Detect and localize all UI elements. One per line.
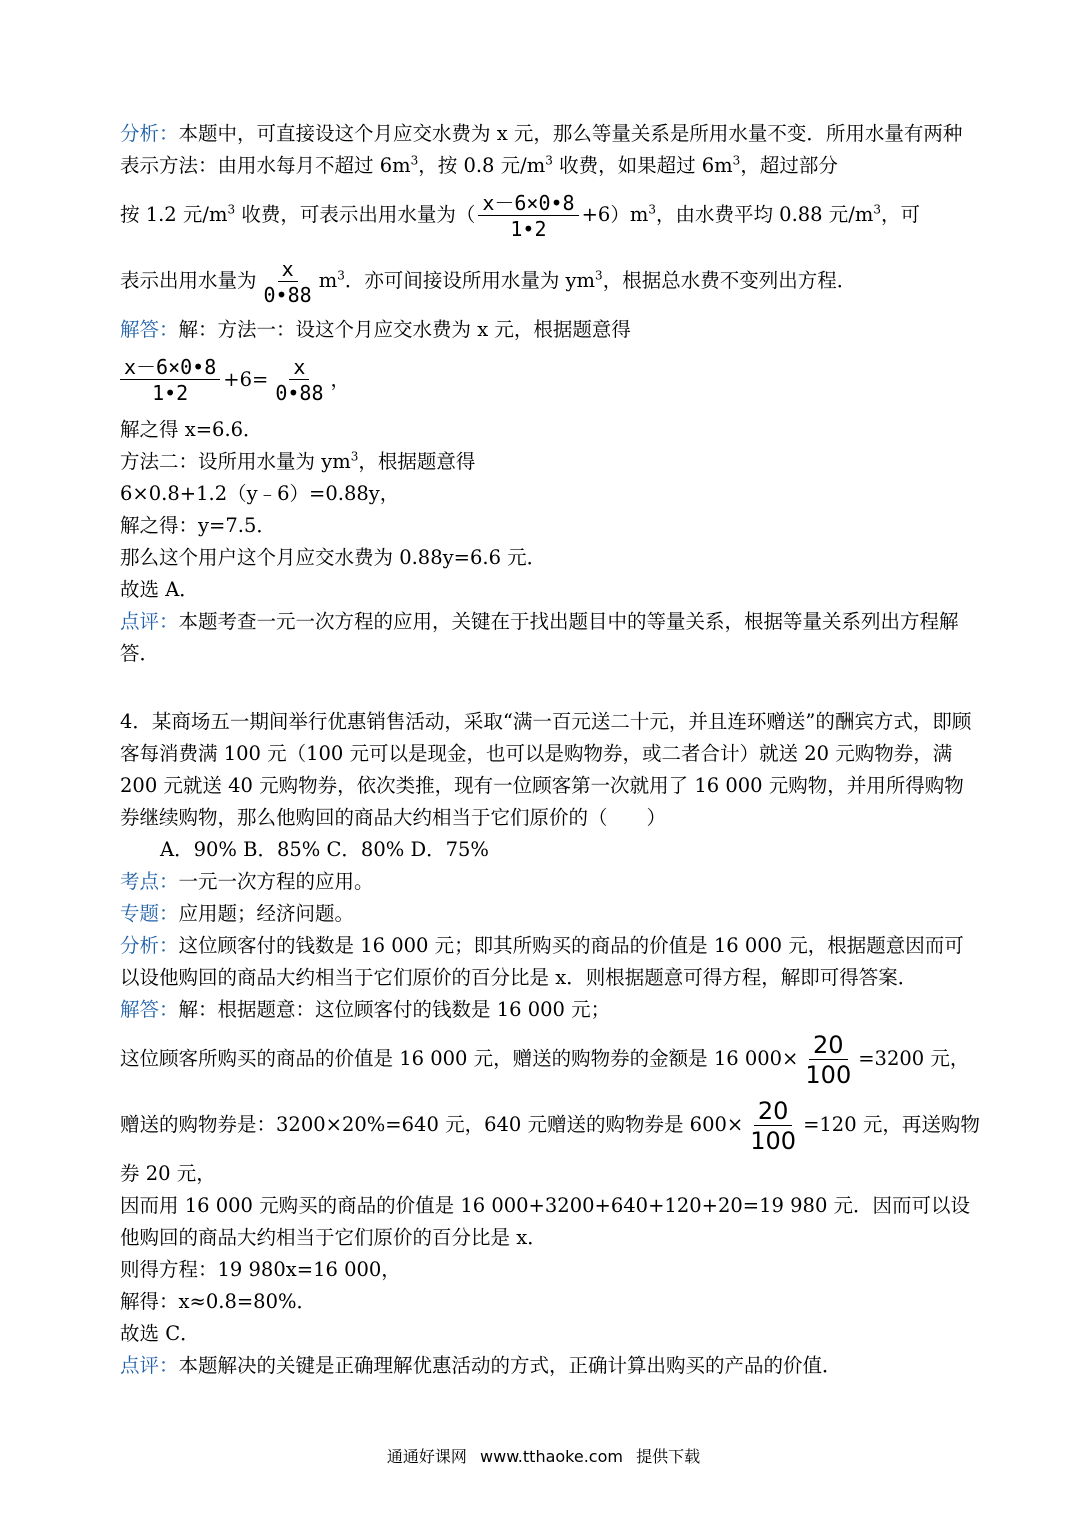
q3-analysis: 分析：本题中，可直接设这个月应交水费为 x 元，那么等量关系是所用水量不变．所用水量有两种表示方法：由用水每月不超过 $6m^3$，按 0.8 元$/m^3$ 收费，如果超过 $6m^3$，超过部分 [120, 122, 963, 177]
q3-analysis-line3: 按 1.2 元$/m^3$ 收费，可表示出用水量为（ $\frac{x-6\times 0•8}{1•2}$ $+6)m^3$，由水费平均 0.88 元$/m^3$，可 [120, 190, 921, 241]
q3-equation: $\frac{x-6\times 0•8}{1•2}$ +6= $\frac{x}{0•88}$ ， [120, 346, 980, 414]
comment-label: 点评： [120, 1354, 179, 1377]
analysis-label: 分析： [120, 934, 179, 957]
q3-solution-2: 解之得：y=7.5． [120, 514, 276, 537]
q4-options: A．90% B．85% C．80% D．75% [160, 838, 489, 861]
q4-answer-2: 这位顾客所购买的商品的价值是 16 000 元，赠送的购物券的金额是 16 000× $\frac{20}{100}$ =3200 元， [120, 1030, 970, 1089]
q3-answer: 解答：解：方法一：设这个月应交水费为 x 元，根据题意得 [120, 318, 631, 341]
q4-choice: 故选 C． [120, 1322, 200, 1345]
fraction: $\frac{20}{100}$ [750, 1096, 797, 1155]
fraction: $\frac{20}{100}$ [805, 1030, 852, 1089]
footer-note: 提供下载 [636, 1447, 701, 1466]
answer-label: 解答： [120, 318, 179, 341]
q4-answer-1: 解答：解：根据题意：这位顾客付的钱数是 16 000 元； [120, 998, 611, 1021]
q4-question: 4．某商场五一期间举行优惠销售活动，采取“满一百元送二十元，并且连环赠送”的酬宾方式，即顾客每消费满 100 元（100 元可以是现金，也可以是购物券，或二者合计）就送 20 元购物券，满 200 元就送 40 元购物券，依次类推，现有一位顾客第一次就用了 16 000 元购物，并用所得购物券继续购物，那么他购回的商品大约相当于它们原价的（ ） [120, 710, 972, 829]
page-footer [0, 1444, 1087, 1467]
q3-analysis-line4: 表示出用水量为 $\frac{x}{0•88}$ $m^3$．亦可间接设所用水量为 $ym^3$，根据总水费不变列出方程． [120, 256, 857, 307]
q3-equation-2: 6×0.8+1.2（y﹣6）=0.88y， [120, 482, 400, 505]
q3-comment: 点评：本题考查一元一次方程的应用，关键在于找出题目中的等量关系，根据等量关系列出方程解答． [120, 610, 959, 665]
topic-label: 专题： [120, 902, 179, 925]
fraction: $\frac{x}{0•88}$ [263, 256, 312, 307]
q3-method-2: 方法二：设所用水量为 $ym^3$，根据题意得 [120, 449, 476, 473]
q4-answer-4: 券 20 元， [120, 1162, 216, 1185]
footer-url[interactable]: www.tthaoke.com [480, 1447, 623, 1466]
q4-answer-5: 因而用 16 000 元购买的商品的价值是 16 000+3200+640+120+20=19 980 元．因而可以设他购回的商品大约相当于它们原价的百分比是 x． [120, 1194, 971, 1249]
footer-site-name: 通通好课网 [386, 1447, 467, 1466]
analysis-label: 分析： [120, 122, 179, 145]
q3-conclusion: 那么这个用户这个月应交水费为 0.88y=6.6 元． [120, 546, 547, 569]
fraction: $\frac{x}{0•88}$ [275, 355, 324, 405]
q4-answer-3: 赠送的购物券是：3200×20%=640 元，640 元赠送的购物券是 600× $\frac{20}{100}$ =120 元，再送购物 [120, 1096, 980, 1155]
q3-choice: 故选 A． [120, 578, 199, 601]
document-body [120, 118, 980, 1382]
q4-analysis: 分析：这位顾客付的钱数是 16 000 元；即其所购买的商品的价值是 16 000 元，根据题意因而可以设他购回的商品大约相当于它们原价的百分比是 x．则根据题意可得方程，解即可得答案． [120, 934, 964, 989]
key-point-label: 考点： [120, 870, 179, 893]
fraction: $\frac{x-6\times 0•8}{1•2}$ [120, 355, 220, 405]
q4-solve: 解得：x≈0.8=80%． [120, 1290, 317, 1313]
q4-comment: 点评：本题解决的关键是正确理解优惠活动的方式，正确计算出购买的产品的价值． [120, 1354, 842, 1377]
answer-label: 解答： [120, 998, 179, 1021]
q3-solution-1: 解之得 x=6.6． [120, 418, 263, 441]
q4-equation: 则得方程：19 980x=16 000， [120, 1258, 401, 1281]
comment-label: 点评： [120, 610, 179, 633]
q4-key-point: 考点：一元一次方程的应用。 [120, 870, 374, 893]
fraction: $\frac{x-6\times 0•8}{1•2}$ [478, 191, 578, 241]
q4-topic: 专题：应用题；经济问题。 [120, 902, 355, 925]
